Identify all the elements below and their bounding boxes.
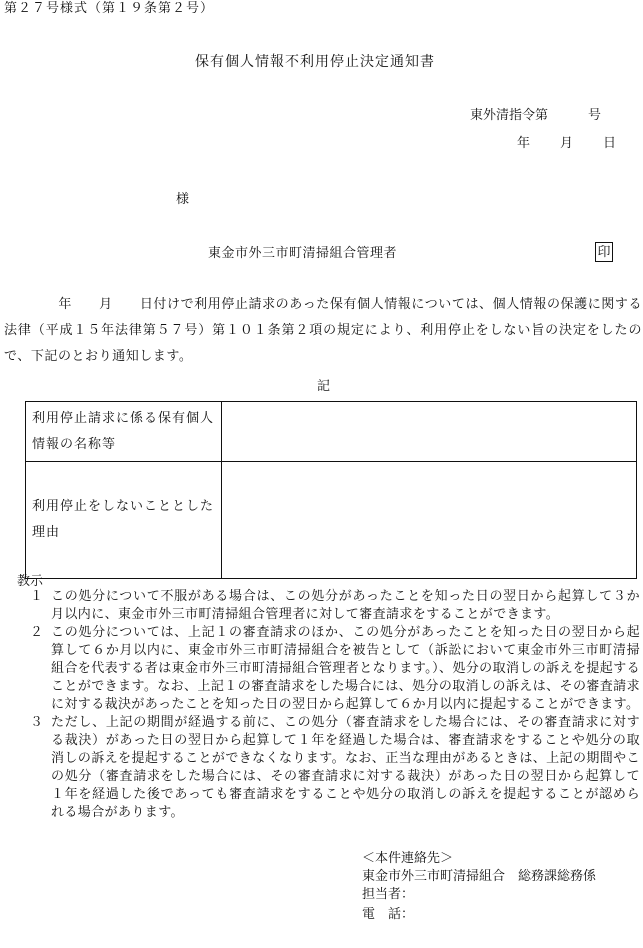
instruction-item xyxy=(30,588,640,624)
addressee: 様 xyxy=(176,192,190,207)
form-number: 第２７号様式（第１９条第２号） xyxy=(4,1,215,16)
row-value-reason xyxy=(222,462,637,579)
seal-label: 印 xyxy=(597,244,611,260)
instruction-item xyxy=(30,714,640,822)
date-year: 年 xyxy=(517,136,531,151)
contact-organization: 東金市外三市町清掃組合 総務課総務係 xyxy=(362,869,597,884)
instructions-heading: 教示 xyxy=(17,574,44,589)
instruction-item xyxy=(30,624,640,714)
instruction-text: この処分については、上記１の審査請求のほか、この処分があったことを知った日の翌日から起算して６か月以内に、東金市外三市町清掃組合を被告として（訴訟において東金市外三市町清掃組合を代表する者は東金市外三市町清掃組合管理者となります。）、処分の取消しの訴えを提起することができます。なお、上記１の審査請求をした場合には、処分の取消しの訴えは、その審査請求に対する裁決があったことを知った日の翌日から起算して６か月以内に提起することができます。 xyxy=(51,625,640,712)
table-row xyxy=(26,402,637,462)
row-value-info-name xyxy=(222,402,637,462)
instruction-number: ３ xyxy=(30,715,44,730)
notice-body xyxy=(4,292,642,370)
instruction-text: この処分について不服がある場合は、この処分があったことを知った日の翌日から起算して３か月以内に、東金市外三市町清掃組合管理者に対して審査請求をすることができます。 xyxy=(51,589,640,622)
reference-suffix: 号 xyxy=(588,108,602,123)
ki-heading: 記 xyxy=(317,379,331,394)
seal-box xyxy=(595,242,613,262)
sender-name: 東金市外三市町清掃組合管理者 xyxy=(208,246,398,261)
document-title: 保有個人情報不利用停止決定通知書 xyxy=(195,54,435,70)
contact-heading: ＜本件連絡先＞ xyxy=(362,851,454,866)
reference-number xyxy=(470,109,601,122)
info-table xyxy=(25,401,637,579)
reference-prefix: 東外清指令第 xyxy=(470,108,549,123)
instructions-list xyxy=(30,588,640,822)
instruction-number: １ xyxy=(30,589,44,604)
instruction-number: ２ xyxy=(30,625,44,640)
notice-paragraph: 年 月 日付けで利用停止請求のあった保有個人情報については、個人情報の保護に関する法律（平成１５年法律第５７号）第１０１条第２項の規定により、利用停止をしない旨の決定をしたので、下記のとおり通知します。 xyxy=(4,297,642,364)
contact-phone-label: 電 話： xyxy=(362,907,415,922)
row-label-reason: 利用停止をしないこととした理由 xyxy=(26,462,222,579)
instruction-text: ただし、上記の期間が経過する前に、この処分（審査請求をした場合には、その審査請求に対する裁決）があった日の翌日から起算して１年を経過した場合は、審査請求をすることや処分の取消しの訴えを提起することができなくなります。なお、正当な理由があるときは、上記の期間やこの処分（審査請求をした場合には、その審査請求に対する裁決）があった日の翌日から起算して１年を経過した後であっても審査請求をすることや処分の取消しの訴えを提起することが認められる場合があります。 xyxy=(51,715,640,820)
contact-person-label: 担当者： xyxy=(362,887,415,902)
row-label-info-name: 利用停止請求に係る保有個人情報の名称等 xyxy=(26,402,222,462)
issue-date xyxy=(517,137,616,150)
date-day: 日 xyxy=(603,136,617,151)
table-row xyxy=(26,462,637,579)
date-month: 月 xyxy=(560,136,574,151)
